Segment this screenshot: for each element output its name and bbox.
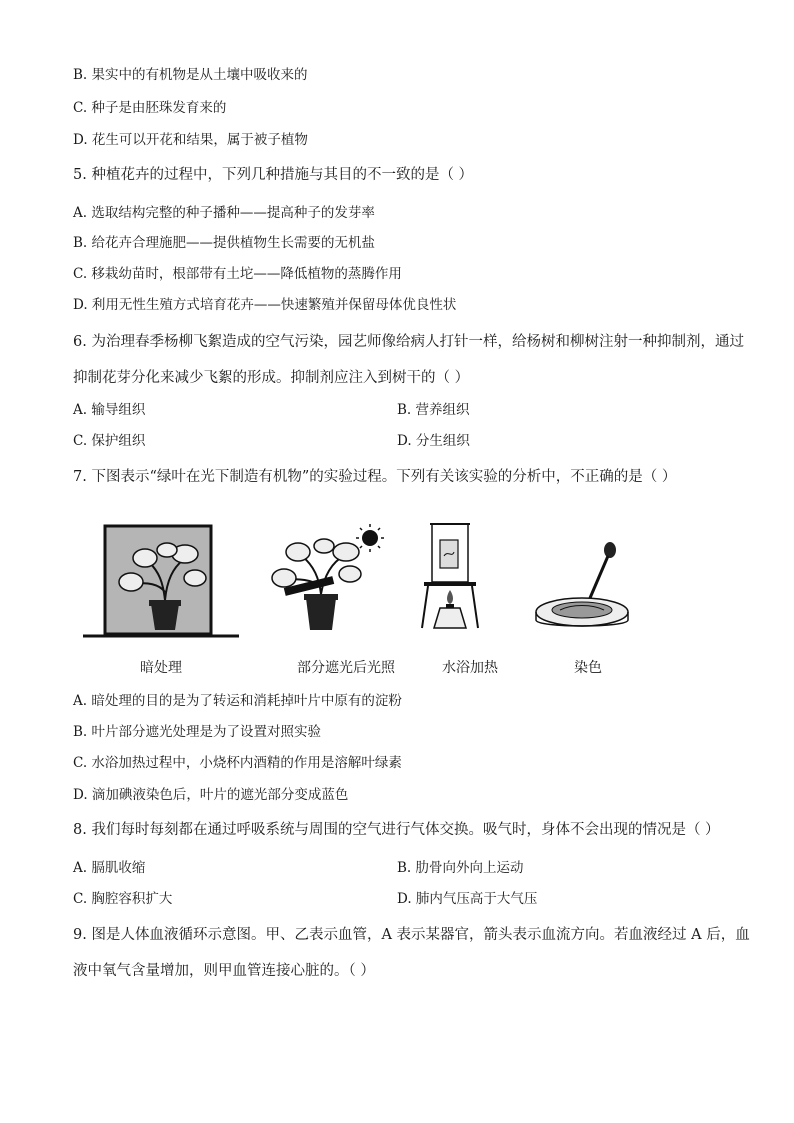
caption-partial-shading: 部分遮光后光照 bbox=[297, 660, 395, 676]
q6-stem-line1: 6. 为治理春季杨柳飞絮造成的空气污染，园艺师像给病人打针一样，给杨树和柳树注射一种抑制剂，通过 bbox=[73, 334, 744, 350]
q5-stem: 5. 种植花卉的过程中，下列几种措施与其目的不一致的是（ ） bbox=[73, 167, 474, 183]
q9-stem-line1: 9. 图是人体血液循环示意图。甲、乙表示血管，A 表示某器官，箭头表示血流方向。若血液经过 A 后，血 bbox=[73, 927, 750, 943]
q8-option-b: B. 肋骨向外向上运动 bbox=[397, 860, 524, 876]
caption-water-bath: 水浴加热 bbox=[442, 660, 498, 676]
q8-stem: 8. 我们每时每刻都在通过呼吸系统与周围的空气进行气体交换。吸气时，身体不会出现的情况是（ ） bbox=[73, 822, 720, 838]
q7-option-d: D. 滴加碘液染色后，叶片的遮光部分变成蓝色 bbox=[73, 787, 349, 803]
q4-option-d: D. 花生可以开花和结果，属于被子植物 bbox=[73, 132, 308, 148]
q6-option-b: B. 营养组织 bbox=[397, 402, 470, 418]
alcohol-lamp-icon bbox=[434, 590, 466, 628]
q6-option-d: D. 分生组织 bbox=[397, 433, 470, 449]
q7-option-a: A. 暗处理的目的是为了转运和消耗掉叶片中原有的淀粉 bbox=[73, 693, 402, 709]
q4-option-b: B. 果实中的有机物是从土壤中吸收来的 bbox=[73, 67, 308, 83]
potted-plant-icon bbox=[272, 539, 361, 630]
q9-stem-line2: 液中氧气含量增加，则甲血管连接心脏的。（ ） bbox=[73, 963, 375, 979]
petri-dish-icon bbox=[536, 598, 628, 626]
q5-option-d: D. 利用无性生殖方式培育花卉——快速繁殖并保留母体优良性状 bbox=[73, 297, 457, 313]
q6-stem-line2: 抑制花芽分化来减少飞絮的形成。抑制剂应注入到树干的（ ） bbox=[73, 370, 470, 386]
caption-dark-treatment: 暗处理 bbox=[140, 660, 182, 676]
q5-option-a: A. 选取结构完整的种子播种——提高种子的发芽率 bbox=[73, 205, 375, 221]
q7-option-b: B. 叶片部分遮光处理是为了设置对照实验 bbox=[73, 724, 322, 740]
sun-icon bbox=[356, 524, 384, 552]
q6-option-a: A. 输导组织 bbox=[73, 402, 146, 418]
q7-option-c: C. 水浴加热过程中，小烧杯内酒精的作用是溶解叶绿素 bbox=[73, 755, 402, 771]
q4-option-c: C. 种子是由胚珠发育来的 bbox=[73, 100, 227, 116]
dark-treatment-figure bbox=[83, 522, 239, 642]
q5-option-b: B. 给花卉合理施肥——提供植物生长需要的无机盐 bbox=[73, 235, 376, 251]
q7-stem: 7. 下图表示“绿叶在光下制造有机物”的实验过程。下列有关该实验的分析中，不正确的是（ ） bbox=[73, 469, 677, 485]
q5-option-c: C. 移栽幼苗时，根部带有土坨——降低植物的蒸腾作用 bbox=[73, 266, 402, 282]
q8-option-c: C. 胸腔容积扩大 bbox=[73, 891, 173, 907]
q6-option-c: C. 保护组织 bbox=[73, 433, 146, 449]
q8-option-d: D. 肺内气压高于大气压 bbox=[397, 891, 538, 907]
caption-staining: 染色 bbox=[574, 660, 602, 676]
staining-figure bbox=[532, 540, 636, 634]
partial-shading-figure bbox=[262, 522, 386, 642]
q8-option-a: A. 膈肌收缩 bbox=[73, 860, 146, 876]
water-bath-figure bbox=[418, 516, 482, 640]
dropper-icon bbox=[590, 542, 616, 598]
